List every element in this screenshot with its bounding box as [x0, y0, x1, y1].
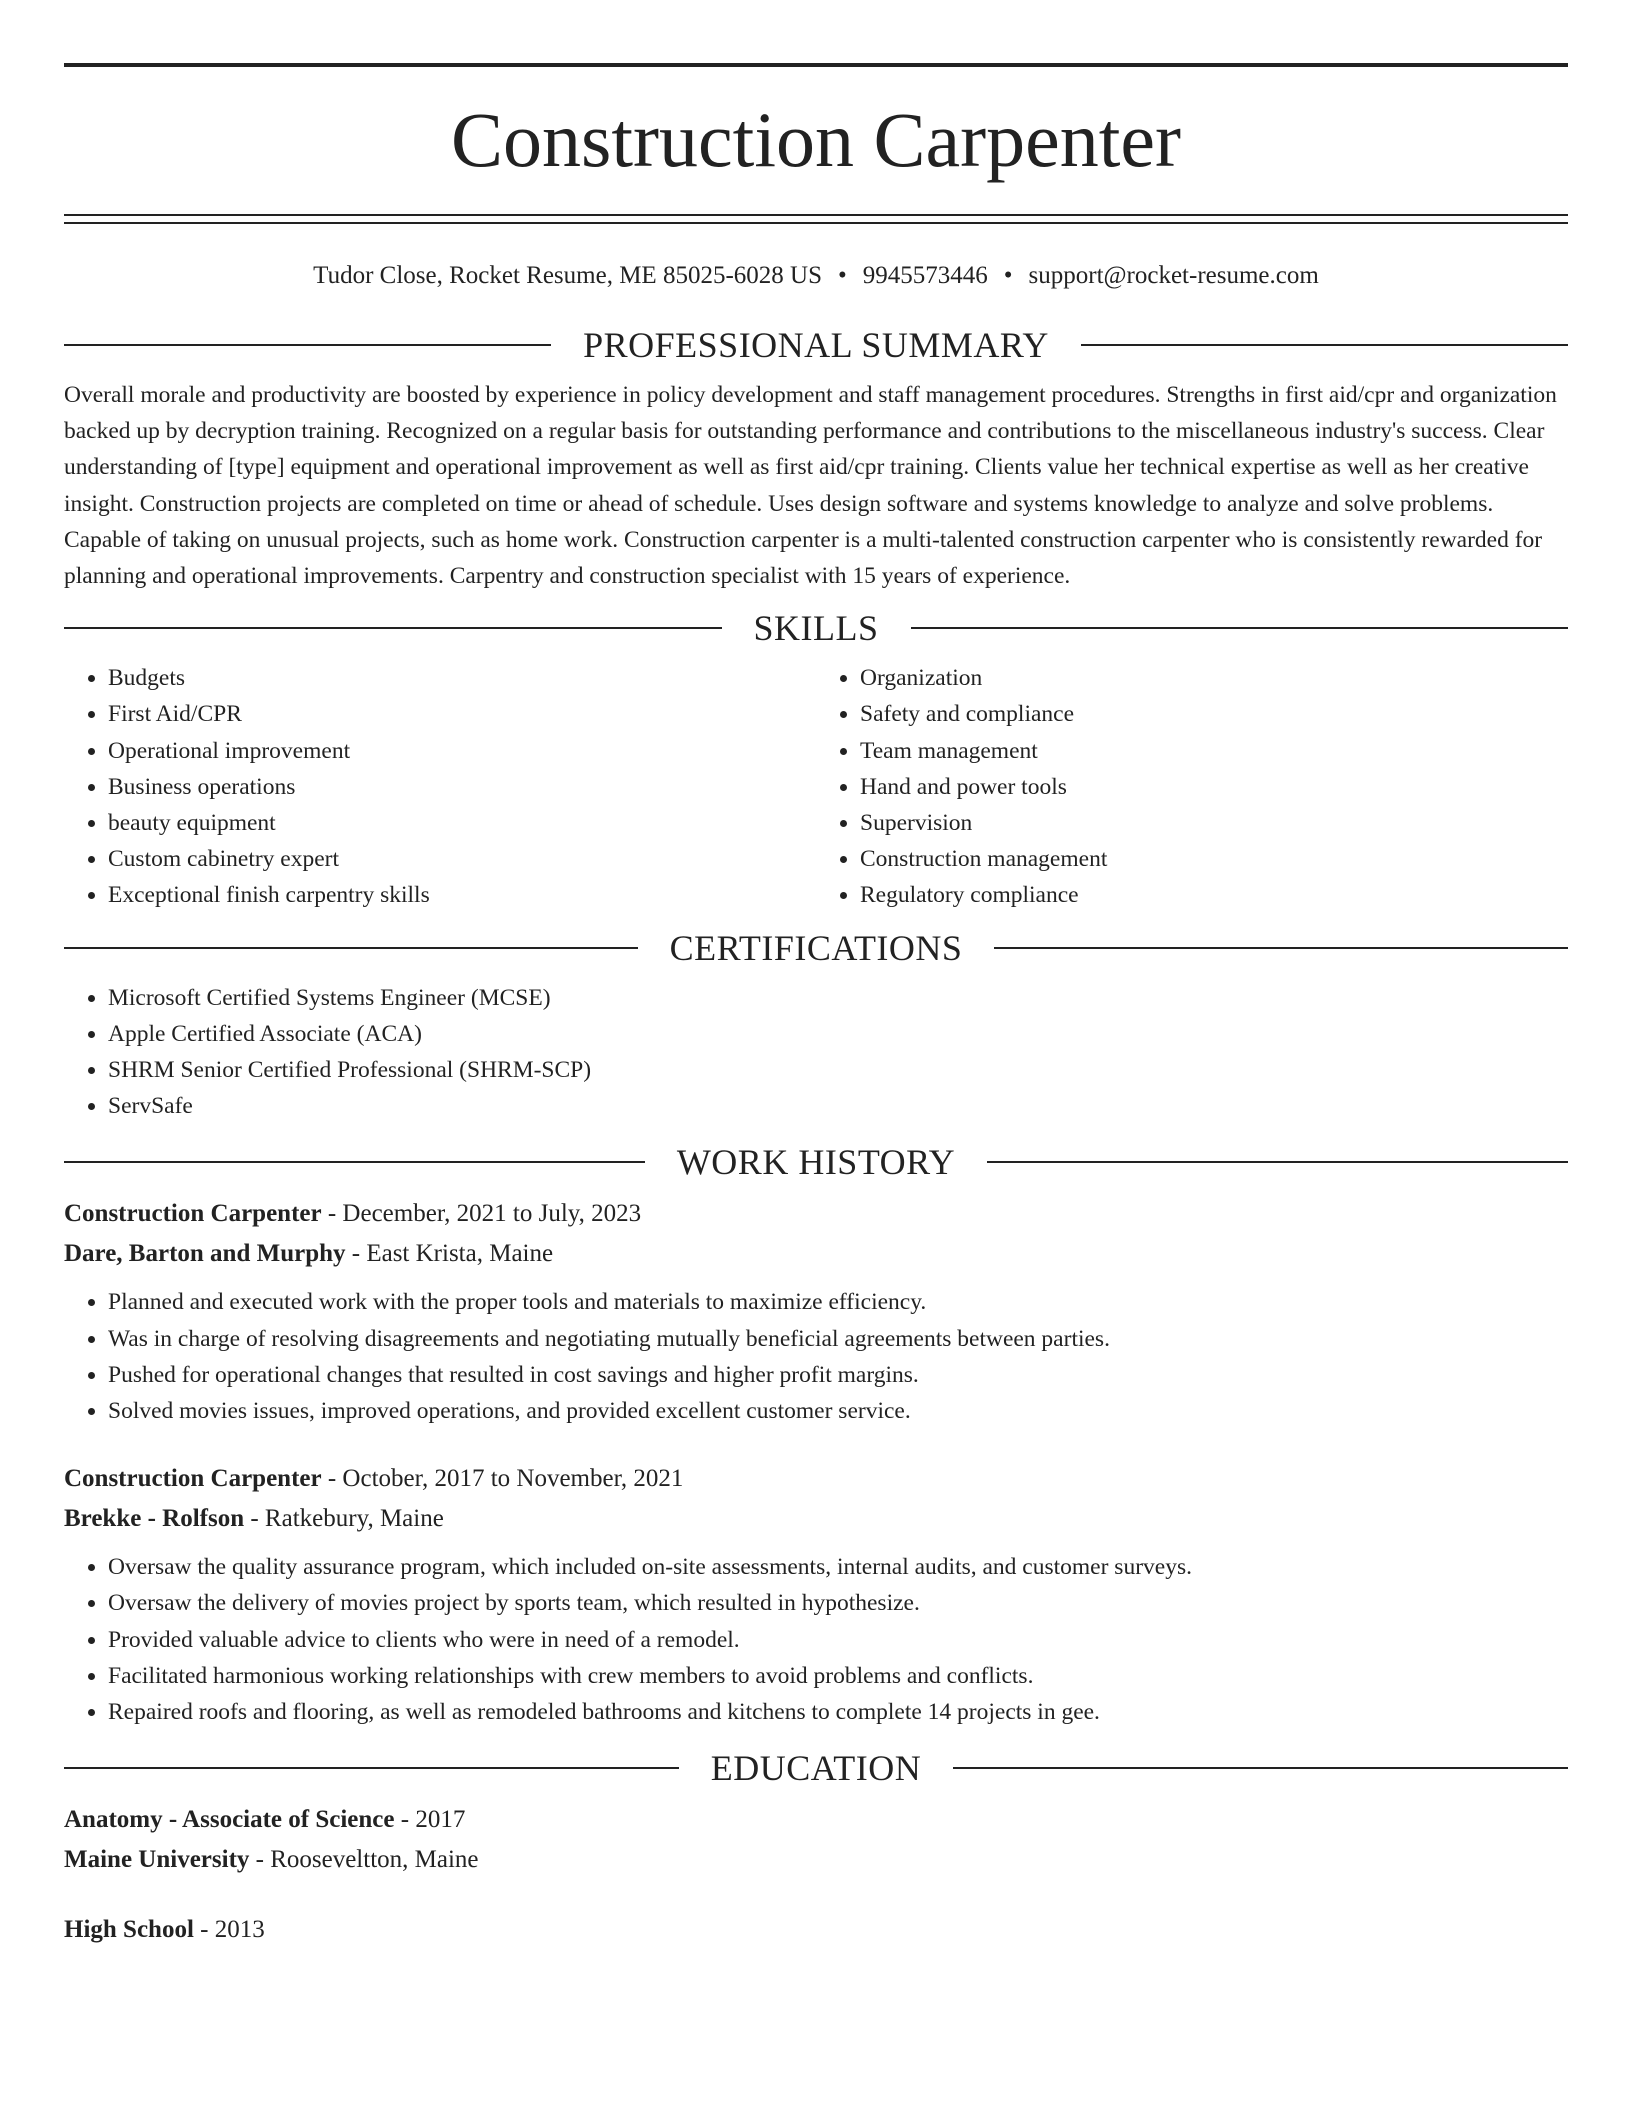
skills-column-right — [816, 660, 1568, 913]
skill-item: • Organization — [860, 660, 1568, 696]
skill-item: • Regulatory compliance — [860, 877, 1568, 913]
education-entry — [64, 1910, 1568, 1950]
job-bullet: • Was in charge of resolving disagreements and negotiating mutually beneficial agreements between parties. — [108, 1321, 1568, 1357]
job-location: - Ratkebury, Maine — [244, 1505, 444, 1533]
skill-item: • Safety and compliance — [860, 696, 1568, 732]
section-header-skills — [64, 608, 1568, 648]
certification-item: • SHRM Senior Certified Professional (SHRM-SCP) — [108, 1052, 1568, 1088]
title-double-rule — [64, 214, 1568, 224]
education-entry — [64, 1800, 1568, 1880]
resume-title: Construction Carpenter — [451, 96, 1181, 183]
skill-item: • Construction management — [860, 841, 1568, 877]
job-bullet: • Solved movies issues, improved operations, and provided excellent customer service. — [108, 1393, 1568, 1429]
section-title: WORK HISTORY — [676, 1142, 956, 1183]
job-entry — [64, 1194, 1568, 1429]
skills-column-left — [64, 660, 816, 913]
section-title: PROFESSIONAL SUMMARY — [583, 325, 1049, 365]
section-title: SKILLS — [753, 608, 879, 649]
section-title: EDUCATION — [710, 1748, 922, 1789]
certifications-list — [64, 980, 1568, 1125]
job-bullet: • Oversaw the delivery of movies project by sports team, which resulted in hypothesize. — [108, 1585, 1568, 1621]
job-bullet: • Oversaw the quality assurance program, which included on-site assessments, internal audits, and customer surveys. — [108, 1549, 1568, 1585]
skills-list — [64, 660, 1568, 913]
contact-email: support@rocket-resume.com — [1028, 262, 1319, 289]
education-degree-line — [64, 1910, 1568, 1950]
job-dates: - December, 2021 to July, 2023 — [321, 1200, 642, 1228]
section-header-work-history — [64, 1142, 1568, 1182]
certification-item: • Apple Certified Associate (ACA) — [108, 1016, 1568, 1052]
section-title: CERTIFICATIONS — [669, 927, 963, 968]
contact-separator: • — [1003, 262, 1013, 289]
job-location: - East Krista, Maine — [345, 1240, 554, 1268]
job-dates: - October, 2017 to November, 2021 — [321, 1465, 684, 1493]
job-bullet: • Provided valuable advice to clients who were in need of a remodel. — [108, 1622, 1568, 1658]
skill-item: • Team management — [860, 733, 1568, 769]
skill-item: • Custom cabinetry expert — [108, 841, 816, 877]
contact-separator: • — [837, 262, 847, 289]
job-title-line — [64, 1194, 1568, 1234]
job-bullets — [64, 1549, 1568, 1730]
job-company: Dare, Barton and Murphy — [64, 1240, 346, 1268]
job-bullet: • Planned and executed work with the proper tools and materials to maximize efficiency. — [108, 1284, 1568, 1320]
skill-item: • Business operations — [108, 769, 816, 805]
education-degree: Anatomy - Associate of Science — [64, 1806, 395, 1834]
job-bullet: • Facilitated harmonious working relationships with crew members to avoid problems and conflicts. — [108, 1658, 1568, 1694]
skill-item: • Exceptional finish carpentry skills — [108, 877, 816, 913]
job-company: Brekke - Rolfson — [64, 1505, 245, 1533]
job-entry — [64, 1459, 1568, 1730]
certification-item: • ServSafe — [108, 1088, 1568, 1124]
section-header-education — [64, 1748, 1568, 1788]
job-title: Construction Carpenter — [64, 1465, 322, 1493]
job-title: Construction Carpenter — [64, 1200, 322, 1228]
contact-address: Tudor Close, Rocket Resume, ME 85025-6028 US — [313, 262, 822, 289]
education-school-line — [64, 1840, 1568, 1880]
education-year: - 2013 — [193, 1916, 265, 1944]
job-title-line — [64, 1459, 1568, 1499]
education-degree: High School — [64, 1916, 194, 1944]
section-header-summary — [64, 325, 1568, 365]
certification-item: • Microsoft Certified Systems Engineer (MCSE) — [108, 980, 1568, 1016]
section-header-certifications — [64, 928, 1568, 968]
education-year: - 2017 — [394, 1806, 466, 1834]
contact-phone: 9945573446 — [862, 262, 988, 289]
job-company-line — [64, 1499, 1568, 1539]
job-company-line — [64, 1234, 1568, 1274]
contact-line — [64, 258, 1568, 294]
skill-item: • Operational improvement — [108, 733, 816, 769]
summary-paragraph: Overall morale and productivity are boosted by experience in policy development and staff management procedures. Strengths in first aid/cpr and organization backed up by decryption training. Recognized on a regular basis for outstanding performance and contributions to the miscellaneous industry's success. Clear understanding of [type] equipment and operational improvement as well as first aid/cpr training. Clients value her technical expertise as well as her creative insight. Construction projects are completed on time or ahead of schedule. Uses design software and systems knowledge to analyze and solve problems. Capable of taking on unusual projects, such as home work. Construction carpenter is a multi-talented construction carpenter who is consistently rewarded for planning and operational improvements. Carpentry and construction specialist with 15 years of experience. — [64, 382, 1557, 590]
job-bullet: • Repaired roofs and flooring, as well as remodeled bathrooms and kitchens to complete 14 projects in gee. — [108, 1694, 1568, 1730]
job-bullet: • Pushed for operational changes that resulted in cost savings and higher profit margins. — [108, 1357, 1568, 1393]
education-degree-line — [64, 1800, 1568, 1840]
education-location: - Rooseveltton, Maine — [249, 1846, 479, 1874]
education-school: Maine University — [64, 1846, 250, 1874]
skill-item: • Hand and power tools — [860, 769, 1568, 805]
job-bullets — [64, 1284, 1568, 1429]
skill-item: • Budgets — [108, 660, 816, 696]
resume-page — [64, 0, 1568, 1950]
skill-item: • Supervision — [860, 805, 1568, 841]
skill-item: • beauty equipment — [108, 805, 816, 841]
skill-item: • First Aid/CPR — [108, 696, 816, 732]
